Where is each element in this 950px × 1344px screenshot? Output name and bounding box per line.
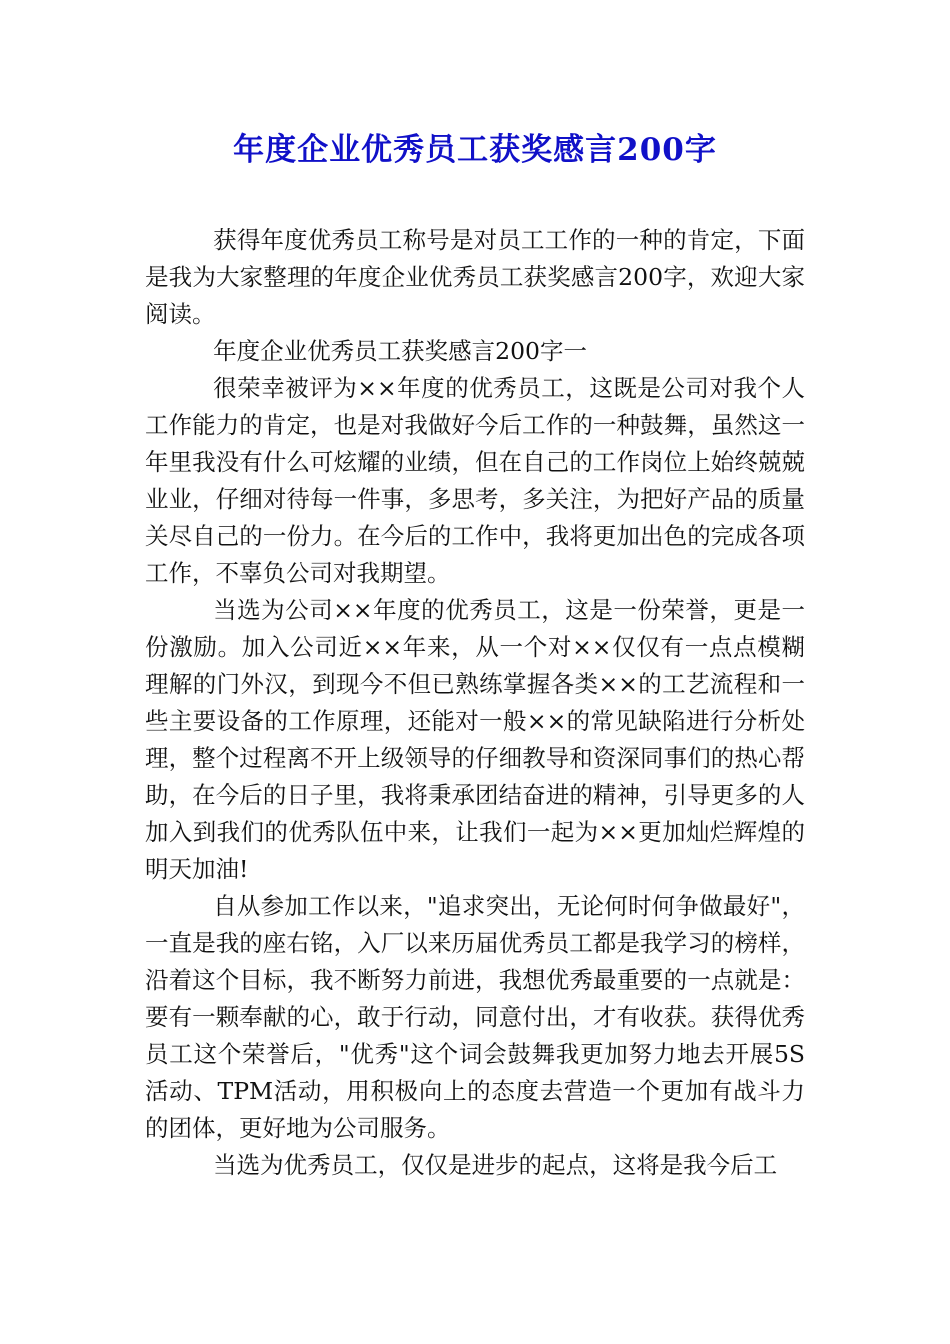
document-title: 年度企业优秀员工获奖感言200字	[233, 132, 717, 168]
body-paragraph: 当选为公司××年度的优秀员工，这是一份荣誉，更是一份激励。加入公司近××年来，从一个对××仅仅有一点点模糊理解的门外汉，到现今不但已熟练掌握各类××的工艺流程和一些主要设备的工作原理，还能对一般××的常见缺陷进行分析处理，整个过程离不开上级领导的仔细教导和资深同事们的热心帮助，在今后的日子里，我将秉承团结奋进的精神，引导更多的人加入到我们的优秀队伍中来，让我们一起为××更加灿烂辉煌的明天加油!	[145, 596, 805, 883]
body-paragraph: 自从参加工作以来，"追求突出，无论何时何争做最好"，一直是我的座右铭，入厂以来历届优秀员工都是我学习的榜样，沿着这个目标，我不断努力前进，我想优秀最重要的一点就是：要有一颗奉献的心，敢于行动，同意付出，才有收获。获得优秀员工这个荣誉后，"优秀"这个词会鼓舞我更加努力地去开展5S活动、TPM活动，用积极向上的态度去营造一个更加有战斗力的团体，更好地为公司服务。	[145, 892, 805, 1142]
intro-paragraph: 获得年度优秀员工称号是对员工工作的一种的肯定，下面是我为大家整理的年度企业优秀员工获奖感言200字，欢迎大家阅读。	[145, 226, 805, 328]
document-body	[145, 222, 805, 1184]
body-paragraph: 当选为优秀员工，仅仅是进步的起点，这将是我今后工	[213, 1151, 778, 1179]
section-heading: 年度企业优秀员工获奖感言200字一	[213, 337, 587, 365]
body-paragraph: 很荣幸被评为××年度的优秀员工，这既是公司对我个人工作能力的肯定，也是对我做好今后工作的一种鼓舞，虽然这一年里我没有什么可炫耀的业绩，但在自己的工作岗位上始终兢兢业业，仔细对待每一件事，多思考，多关注，为把好产品的质量关尽自己的一份力。在今后的工作中，我将更加出色的完成各项工作，不辜负公司对我期望。	[145, 374, 805, 587]
